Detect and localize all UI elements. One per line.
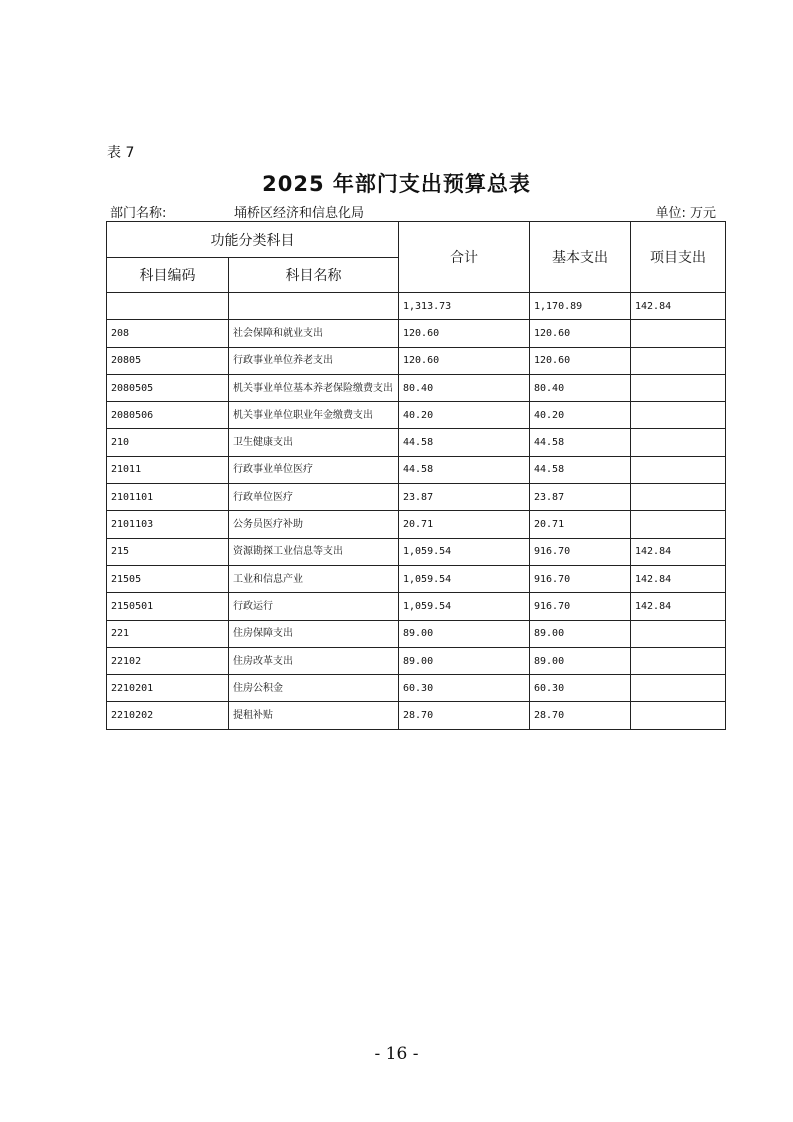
cell-project (631, 456, 726, 483)
table-row (107, 429, 726, 456)
cell-name: 工业和信息产业 (229, 565, 399, 592)
table-row (107, 320, 726, 347)
table-row (107, 647, 726, 674)
cell-code: 2210202 (107, 702, 229, 729)
cell-total: 23.87 (399, 484, 530, 511)
cell-code: 215 (107, 538, 229, 565)
cell-code: 22102 (107, 647, 229, 674)
cell-code: 2150501 (107, 593, 229, 620)
table-row (107, 484, 726, 511)
cell-total: 60.30 (399, 675, 530, 702)
page-number: - 16 - (374, 1044, 419, 1064)
cell-total: 89.00 (399, 647, 530, 674)
table-row (107, 402, 726, 429)
cell-total: 120.60 (399, 320, 530, 347)
header-total: 合计 (399, 222, 530, 293)
table-row (107, 347, 726, 374)
cell-basic: 120.60 (530, 347, 631, 374)
table-row (107, 456, 726, 483)
table-row (107, 538, 726, 565)
cell-basic: 44.58 (530, 456, 631, 483)
cell-project (631, 511, 726, 538)
department-label: 部门名称: (110, 206, 167, 221)
table-row (107, 511, 726, 538)
cell-name: 住房保障支出 (229, 620, 399, 647)
cell-basic: 40.20 (530, 402, 631, 429)
cell-basic: 23.87 (530, 484, 631, 511)
cell-name: 行政运行 (229, 593, 399, 620)
cell-code: 2080506 (107, 402, 229, 429)
cell-name: 行政事业单位养老支出 (229, 347, 399, 374)
header-name: 科目名称 (229, 258, 399, 293)
cell-total: 28.70 (399, 702, 530, 729)
cell-project (631, 429, 726, 456)
cell-basic: 80.40 (530, 374, 631, 401)
cell-basic: 44.58 (530, 429, 631, 456)
cell-code: 2101103 (107, 511, 229, 538)
cell-project: 142.84 (631, 293, 726, 320)
cell-basic: 916.70 (530, 565, 631, 592)
cell-name: 机关事业单位基本养老保险缴费支出 (229, 374, 399, 401)
cell-project (631, 647, 726, 674)
cell-name: 提租补贴 (229, 702, 399, 729)
cell-code: 2101101 (107, 484, 229, 511)
cell-project: 142.84 (631, 538, 726, 565)
cell-name (229, 293, 399, 320)
cell-name: 机关事业单位职业年金缴费支出 (229, 402, 399, 429)
table-row (107, 374, 726, 401)
table-row (107, 702, 726, 729)
cell-basic: 28.70 (530, 702, 631, 729)
cell-code: 210 (107, 429, 229, 456)
cell-project (631, 402, 726, 429)
header-code: 科目编码 (107, 258, 229, 293)
table-row (107, 593, 726, 620)
table-row (107, 675, 726, 702)
cell-total: 44.58 (399, 456, 530, 483)
header-basic: 基本支出 (530, 222, 631, 293)
cell-project (631, 484, 726, 511)
cell-code: 2080505 (107, 374, 229, 401)
unit-label: 单位: 万元 (655, 206, 716, 221)
cell-basic: 916.70 (530, 538, 631, 565)
cell-code: 2210201 (107, 675, 229, 702)
cell-code: 21011 (107, 456, 229, 483)
cell-total: 1,059.54 (399, 538, 530, 565)
cell-project (631, 374, 726, 401)
cell-code (107, 293, 229, 320)
cell-name: 住房公积金 (229, 675, 399, 702)
cell-project (631, 347, 726, 374)
cell-project (631, 320, 726, 347)
cell-basic: 89.00 (530, 620, 631, 647)
cell-name: 行政单位医疗 (229, 484, 399, 511)
cell-project (631, 620, 726, 647)
cell-code: 21505 (107, 565, 229, 592)
department-name: 埇桥区经济和信息化局 (234, 206, 365, 221)
cell-total: 44.58 (399, 429, 530, 456)
table-number: 表 7 (107, 145, 135, 161)
page-title: 2025 年部门支出预算总表 (262, 172, 531, 196)
cell-basic: 20.71 (530, 511, 631, 538)
cell-total: 1,313.73 (399, 293, 530, 320)
cell-total: 1,059.54 (399, 565, 530, 592)
cell-name: 行政事业单位医疗 (229, 456, 399, 483)
cell-basic: 60.30 (530, 675, 631, 702)
cell-basic: 89.00 (530, 647, 631, 674)
header-category-group: 功能分类科目 (107, 222, 399, 258)
cell-total: 89.00 (399, 620, 530, 647)
table-row (107, 620, 726, 647)
cell-total: 80.40 (399, 374, 530, 401)
cell-name: 卫生健康支出 (229, 429, 399, 456)
cell-name: 社会保障和就业支出 (229, 320, 399, 347)
budget-table (106, 221, 726, 730)
cell-name: 资源勘探工业信息等支出 (229, 538, 399, 565)
table-row (107, 565, 726, 592)
cell-project: 142.84 (631, 565, 726, 592)
cell-name: 公务员医疗补助 (229, 511, 399, 538)
cell-project: 142.84 (631, 593, 726, 620)
cell-basic: 120.60 (530, 320, 631, 347)
cell-total: 120.60 (399, 347, 530, 374)
cell-basic: 916.70 (530, 593, 631, 620)
cell-total: 1,059.54 (399, 593, 530, 620)
cell-name: 住房改革支出 (229, 647, 399, 674)
cell-basic: 1,170.89 (530, 293, 631, 320)
table-row (107, 293, 726, 320)
cell-code: 208 (107, 320, 229, 347)
cell-code: 221 (107, 620, 229, 647)
header-project: 项目支出 (631, 222, 726, 293)
cell-total: 40.20 (399, 402, 530, 429)
cell-code: 20805 (107, 347, 229, 374)
cell-project (631, 702, 726, 729)
department-row (110, 202, 716, 220)
cell-total: 20.71 (399, 511, 530, 538)
cell-project (631, 675, 726, 702)
